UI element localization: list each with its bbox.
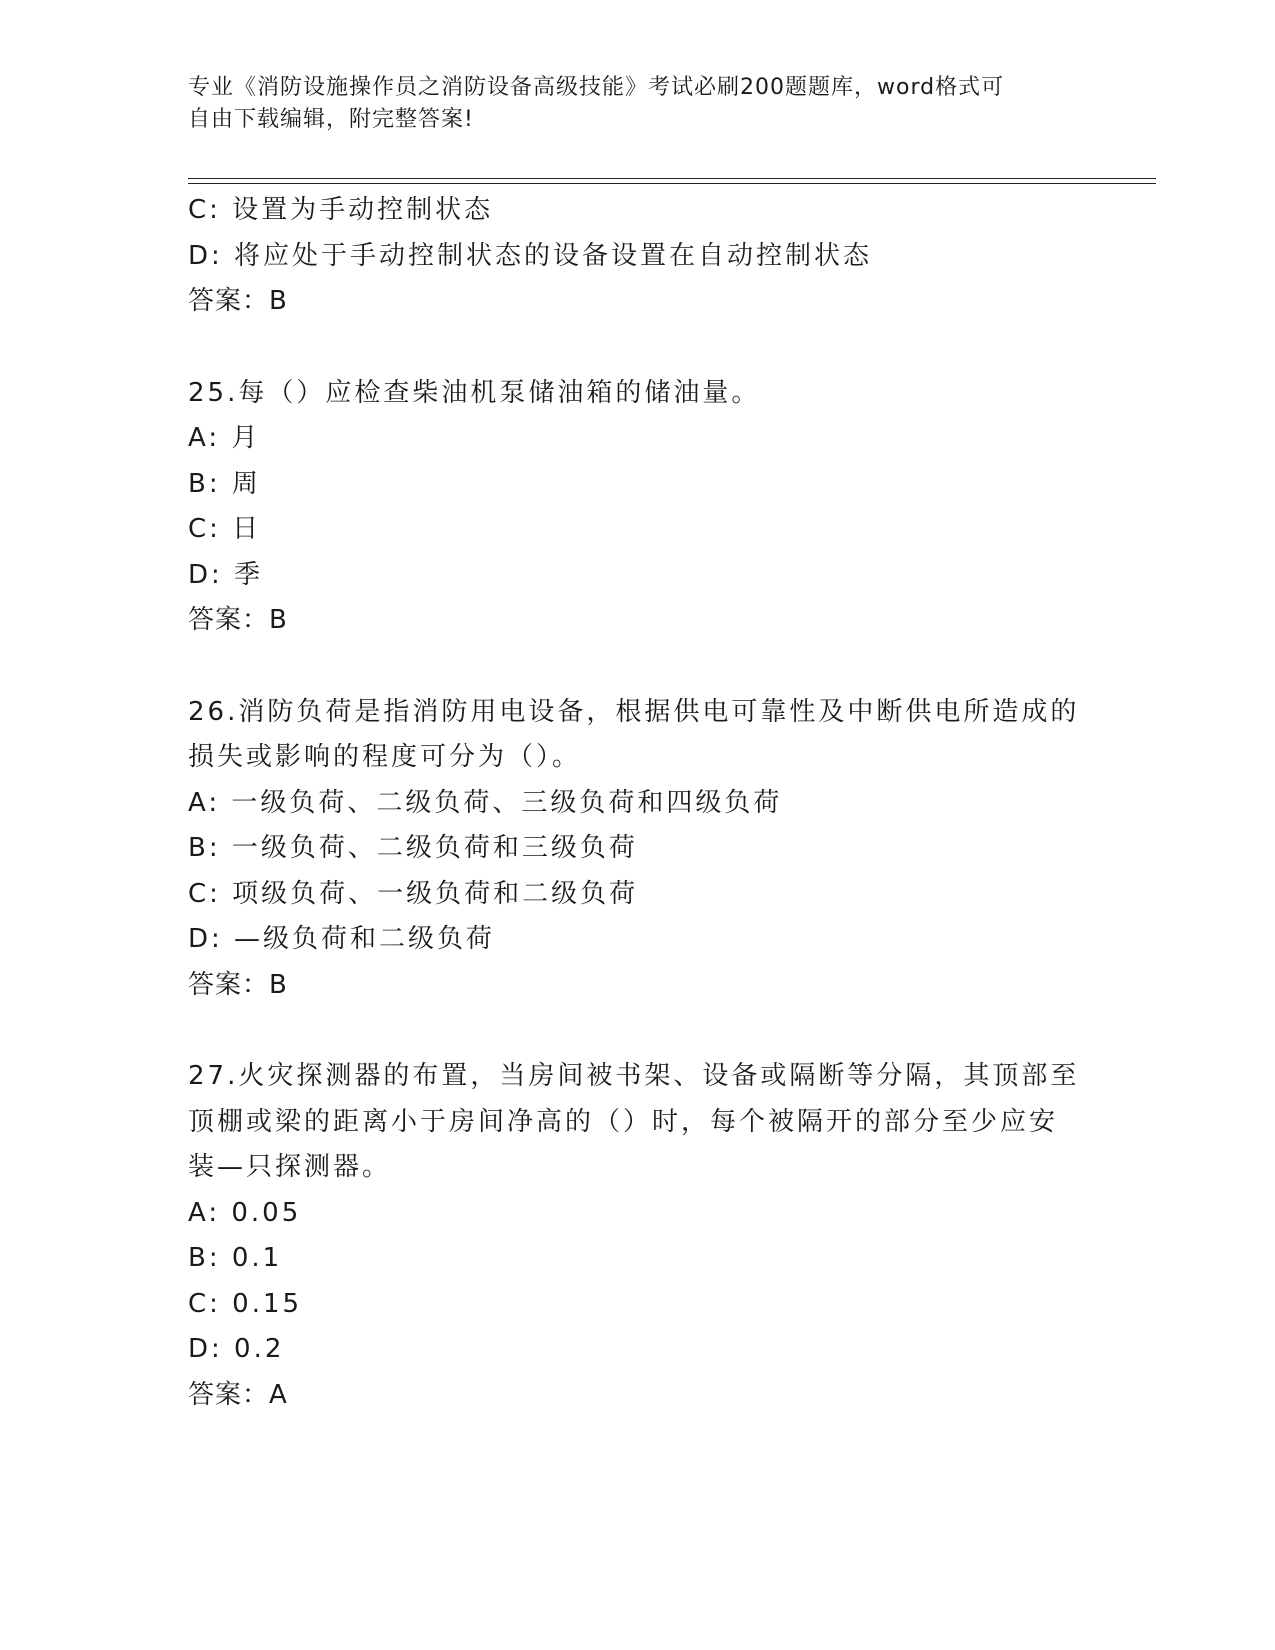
answer: 答案：B: [188, 969, 288, 1000]
spacer: [188, 1008, 1088, 1054]
answer: 答案：B: [188, 286, 288, 316]
question-text-line-3: 装—只探测器。: [188, 1152, 392, 1182]
question-content: [188, 188, 1088, 1418]
answer: 答案：B: [188, 605, 288, 635]
answer: 答案：A: [188, 1379, 288, 1410]
question-27: [188, 1054, 1088, 1418]
option-b: B: 0.1: [188, 1243, 283, 1273]
option-c: C: 项级负荷、一级负荷和二级负荷: [188, 878, 639, 909]
option-a: A: 月: [188, 423, 261, 453]
option-d: D: —级负荷和二级负荷: [188, 924, 496, 954]
option-b: B: 一级负荷、二级负荷和三级负荷: [188, 833, 638, 863]
header-double-rule: [188, 178, 1156, 184]
question-26: [188, 690, 1088, 1009]
option-c: C: 0.15: [188, 1288, 303, 1319]
option-b: B: 周: [188, 468, 261, 499]
header-line-1: 专业《消防设施操作员之消防设备高级技能》考试必刷200题题库，word格式可: [188, 75, 1005, 100]
header-line-2: 自由下载编辑，附完整答案!: [188, 107, 474, 132]
option-d: D: 季: [188, 559, 264, 590]
question-text-line-1: 26.消防负荷是指消防用电设备，根据供电可靠性及中断供电所造成的: [188, 696, 1080, 727]
option-d: D: 0.2: [188, 1334, 285, 1364]
option-c: C: 设置为手动控制状态: [188, 195, 494, 225]
question-text-line-2: 顶棚或梁的距离小于房间净高的（）时，每个被隔开的部分至少应安: [188, 1106, 1059, 1137]
spacer: [188, 644, 1088, 690]
option-c: C: 日: [188, 514, 262, 544]
question-text: 25.每（）应检查柴油机泵储油箱的储油量。: [188, 377, 761, 408]
spacer: [188, 325, 1088, 371]
option-a: A: 一级负荷、二级负荷、三级负荷和四级负荷: [188, 787, 783, 818]
option-a: A: 0.05: [188, 1197, 302, 1228]
question-text-line-1: 27.火灾探测器的布置，当房间被书架、设备或隔断等分隔，其顶部至: [188, 1061, 1080, 1091]
continued-question: [188, 188, 1088, 325]
page-header: [188, 72, 1088, 136]
question-25: [188, 371, 1088, 644]
option-d: D: 将应处于手动控制状态的设备设置在自动控制状态: [188, 240, 873, 271]
question-text-line-2: 损失或影响的程度可分为（）。: [188, 742, 582, 772]
